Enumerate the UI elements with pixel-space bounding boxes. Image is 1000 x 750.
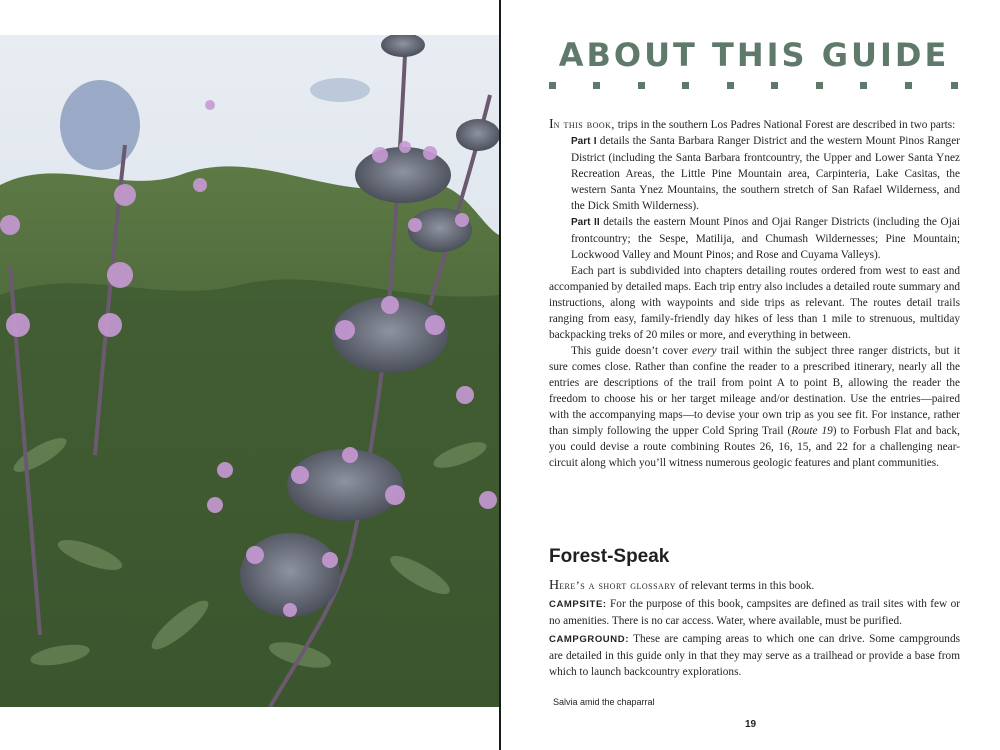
photo-caption: Salvia amid the chaparral bbox=[553, 697, 655, 707]
title-dot-rule bbox=[549, 82, 961, 90]
part-2-label: Part II bbox=[571, 217, 600, 228]
glossary-term: CAMPSITE: bbox=[549, 599, 607, 610]
page-title: ABOUT THIS GUIDE bbox=[558, 36, 950, 74]
intro-paragraph bbox=[549, 116, 960, 133]
intro-text: trips in the southern Los Padres National Forest are described in two parts: bbox=[614, 119, 956, 131]
intro-lead-initial: I bbox=[549, 117, 554, 132]
glossary bbox=[549, 577, 960, 682]
glossary-intro bbox=[549, 577, 960, 594]
coverage-emphasis: every bbox=[692, 345, 717, 357]
glossary-definition: For the purpose of this book, campsites are defined as trail sites with few or no amenities. There is no car access. Water, where available, must be purified. bbox=[549, 598, 960, 627]
part-2-text: details the eastern Mount Pinos and Ojai Ranger Districts (including the Ojai frontcountry; the Sespe, Matilija, and Chumash Wildernesses; Pine Mountain; Lockwood Valley and Mount Pinos; and Rose and Cuyama Valleys). bbox=[571, 216, 960, 261]
part-1-text: details the Santa Barbara Ranger District and the western Mount Pinos Ranger District (including the Santa Barbara frontcountry, the Upper and Lower Santa Ynez Recreation Areas, the Little Pine Mountain area, Carpinteria, Lake Casitas, the western Santa Ynez Mountains, the southern stretch of San Rafael Wilderness, and the Dick Smith Wilderness). bbox=[571, 135, 960, 212]
salvia-flower-photo bbox=[0, 35, 499, 707]
glossary-intro-text: of relevant terms in this book. bbox=[676, 580, 815, 592]
coverage-text-2: trail within the subject three ranger districts, but it sure comes close. Rather than confine the reader to a prescribed itinerary, nearly all the entries are descriptions of the trail from point A to point B, allowing the reader the freedom to choose his or her target mileage and/or destination. Use the entries—paired with the accompanying maps—to devise your own trip as you see fit. For instance, rather than simply following the upper Cold Spring Trail ( bbox=[549, 345, 960, 437]
glossary-lead-initial: H bbox=[549, 578, 560, 593]
subdivided-paragraph: Each part is subdivided into chapters detailing routes ordered from west to east and accompanied by detailed maps. Each trip entry also includes a detailed route summary and instructions, along with waypoints and side trips as relevant. The routes detail trails ranging from easy, family-friendly day hikes of less than 1 mile to strenuous, multiday backpacking treks of 20 miles or more, and everything in between. bbox=[549, 265, 960, 341]
glossary-entry-campground bbox=[549, 631, 960, 680]
body-text bbox=[549, 116, 960, 471]
route-reference: Route 19 bbox=[791, 425, 833, 437]
part-1-paragraph bbox=[549, 133, 960, 214]
glossary-entry-campsite bbox=[549, 596, 960, 629]
glossary-lead-caps: ere’s a short glossary bbox=[559, 578, 676, 592]
page-number: 19 bbox=[745, 719, 757, 730]
intro-lead-caps: n this book, bbox=[553, 117, 615, 131]
glossary-definition: These are camping areas to which one can drive. Some campgrounds are detailed in this guide only in that they may serve as a trailhead or provide a base from which to launch backcountry explorations. bbox=[549, 633, 960, 678]
section-heading: Forest-Speak bbox=[549, 546, 670, 567]
coverage-text-3: ) to Forbush Flat and back, you could devise a route combining Routes 26, 16, 15, and 22 for a challenging near-circuit along which you’ll witness numerous geologic features and plant communities. bbox=[549, 425, 960, 469]
part-1-label: Part I bbox=[571, 136, 597, 147]
glossary-term: CAMPGROUND: bbox=[549, 634, 629, 645]
coverage-text-1: This guide doesn’t cover bbox=[571, 345, 693, 357]
coverage-paragraph bbox=[549, 343, 960, 471]
part-2-paragraph bbox=[549, 214, 960, 263]
